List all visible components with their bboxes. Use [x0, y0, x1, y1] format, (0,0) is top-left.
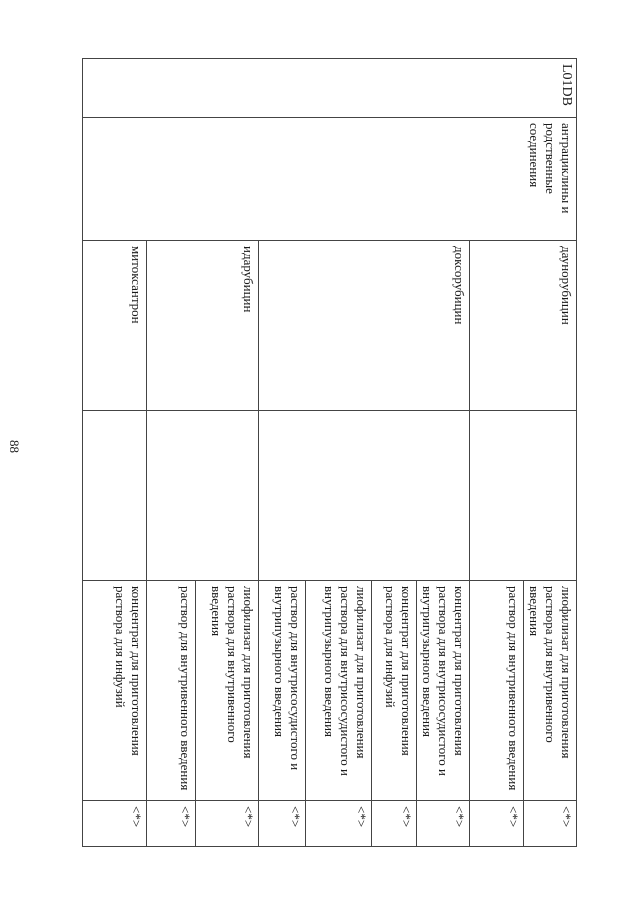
rotated-table-container [90, 58, 577, 846]
drug-name: доксорубицин [259, 241, 470, 411]
empty-cell [470, 411, 577, 581]
footnote-mark: <*> [147, 801, 196, 847]
empty-cell [83, 411, 147, 581]
dosage-form: концентрат для приготовления раствора для внутрисосудистого и внутрипузырного введения [417, 581, 470, 801]
dosage-form: концентрат для приготовления раствора для инфузий [372, 581, 417, 801]
drug-name: даунорубицин [470, 241, 577, 411]
footnote-mark: <*> [306, 801, 372, 847]
table-row [524, 59, 577, 847]
empty-cell [147, 411, 259, 581]
dosage-form: раствор для внутрисосудистого и внутрипузырного введения [259, 581, 306, 801]
drug-name: митоксантрон [83, 241, 147, 411]
drug-group: антрациклины и родственные соединения [83, 118, 577, 241]
atc-code: L01DB [83, 59, 577, 118]
footnote-mark: <*> [83, 801, 147, 847]
footnote-mark: <*> [196, 801, 259, 847]
footnote-mark: <*> [417, 801, 470, 847]
dosage-form: раствор для внутривенного введения [470, 581, 524, 801]
dosage-form: лиофилизат для приготовления раствора для внутрисосудистого и внутрипузырного введения [306, 581, 372, 801]
footnote-mark: <*> [524, 801, 577, 847]
empty-cell [259, 411, 470, 581]
footnote-mark: <*> [259, 801, 306, 847]
dosage-form: лиофилизат для приготовления раствора для внутривенного введения [524, 581, 577, 801]
dosage-form: лиофилизат для приготовления раствора для внутривенного введения [196, 581, 259, 801]
drug-table [82, 58, 577, 847]
drug-name: идарубицин [147, 241, 259, 411]
dosage-form: раствор для внутривенного введения [147, 581, 196, 801]
page-number: 88 [7, 440, 22, 453]
footnote-mark: <*> [372, 801, 417, 847]
footnote-mark: <*> [470, 801, 524, 847]
dosage-form: концентрат для приготовления раствора для инфузий [83, 581, 147, 801]
